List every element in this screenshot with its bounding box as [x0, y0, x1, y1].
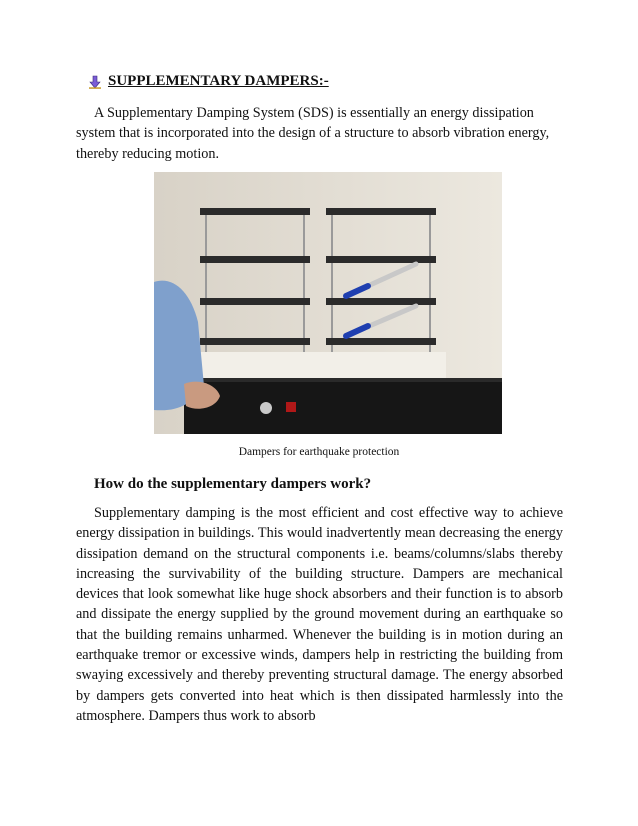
arrow-down-bullet-icon: [88, 75, 102, 89]
dampers-photo: [154, 172, 502, 434]
intro-paragraph: [76, 103, 563, 164]
section-heading: [88, 73, 329, 90]
dampers-photo-illustration: [154, 172, 502, 434]
intro-paragraph-text: A Supplementary Damping System (SDS) is essentially an energy dissipation system that is incorporated into the design of a structure to absorb vibration energy, thereby reducing motion.: [76, 105, 550, 162]
body-paragraph-text: Supplementary damping is the most efficient and cost effective way to achieve energy dissipation in buildings. This would inadvertently mean decreasing the energy dissipation demand on the structural components i.e. beams/columns/slabs thereby increasing the survivability of the building structure. Dampers are mechanical devices that look somewhat like huge shock absorbers and their function is to absorb and dissipate the energy supplied by the ground movement during an earthquake so that the building remains unharmed. Whenever the building is in motion during an earthquake tremor or excessive winds, dampers help in restricting the building from swaying excessively and thereby preventing structural damage. The energy absorbed by dampers gets converted into heat which is then dissipated harmlessly into the atmosphere. Dampers thus work to absorb: [76, 505, 563, 724]
section-heading-text: SUPPLEMENTARY DAMPERS:-: [108, 73, 329, 89]
body-paragraph: [76, 503, 563, 726]
subheading: How do the supplementary dampers work?: [94, 476, 372, 492]
figure-caption: Dampers for earthquake protection: [238, 446, 400, 458]
